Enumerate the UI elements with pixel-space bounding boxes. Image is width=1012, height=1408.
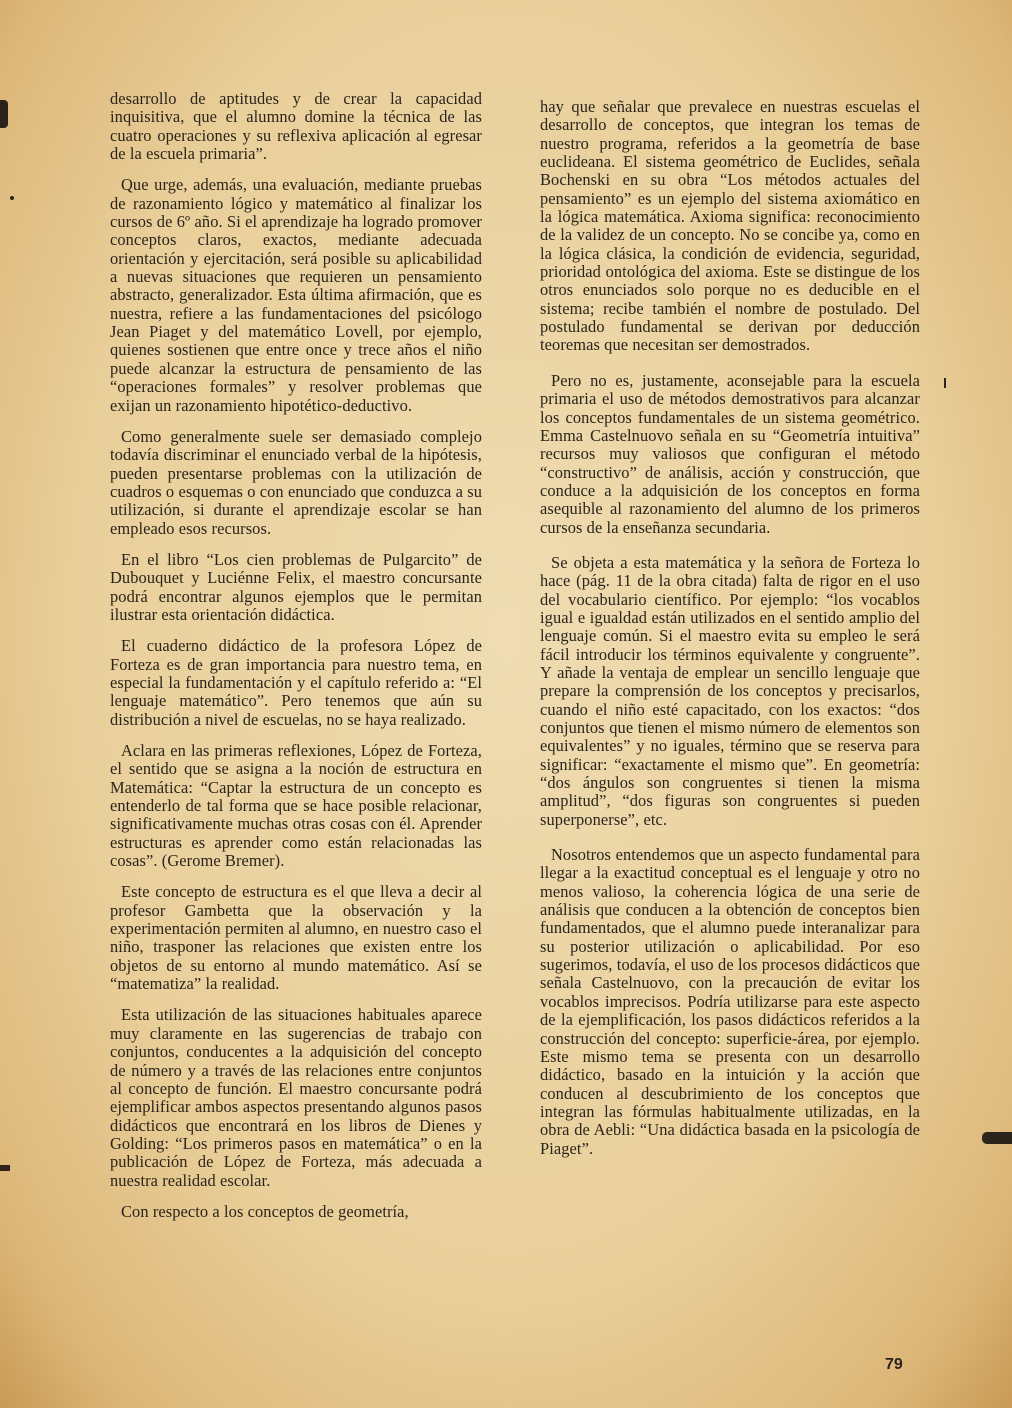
ink-mark xyxy=(0,1165,10,1171)
left-column xyxy=(110,90,482,1234)
paragraph: Este concepto de estructura es el que lleva a decir al profesor Gambetta que la observación y la experimentación permiten al alumno, en nuestro caso el niño, trasponer las relaciones que existen entre los objetos de su entorno al mundo matemático. Así se “matematiza” la realidad. xyxy=(110,882,482,994)
paragraph: En el libro “Los cien problemas de Pulgarcito” de Dubouquet y Luciénne Felix, el maestro concursante podrá encontrar algunos ejemplos que le permitan ilustrar esta orientación didáctica. xyxy=(110,549,482,624)
paragraph: Esta utilización de las situaciones habituales aparece muy claramente en las sugerencias de trabajo con conjuntos, conducentes a la adquisición del concepto de número y a través de las relaciones entre conjuntos al concepto de función. El maestro concursante podrá ejemplificar ambos aspectos presentando algunos pasos didácticos que encontrará en los libros de Dienes y Golding: “Los primeros pasos en matemática” o en la publicación de López de Forteza, más adecuada a nuestra realidad escolar. xyxy=(110,1005,482,1190)
right-column xyxy=(540,98,920,1175)
paragraph: Como generalmente suele ser demasiado complejo todavía discriminar el enunciado verbal de la hipótesis, pueden presentarse problemas con la utilización de cuadros o esquemas o con enunciado que conduzca a su utilización, si durante el aprendizaje escolar se han empleado esos recursos. xyxy=(110,426,482,538)
paragraph: desarrollo de aptitudes y de crear la capacidad inquisitiva, que el alumno domine la técnica de las cuatro operaciones y su reflexiva aplicación al egresar de la escuela primaria”. xyxy=(110,89,482,164)
ink-mark xyxy=(0,100,8,128)
paragraph: Pero no es, justamente, aconsejable para la escuela primaria el uso de métodos demostrativos para alcanzar los conceptos fundamentales de un sistema geométrico. Emma Castelnuovo señala en su “Geometría intuitiva” recursos muy valiosos que configuran el método “constructivo” de análisis, acción y construcción, que conduce a la adquisición de los conceptos en forma asequible al razonamiento del alumno de los primeros cursos de la enseñanza secundaria. xyxy=(540,370,920,537)
paragraph: El cuaderno didáctico de la profesora López de Forteza es de gran importancia para nuestro tema, en especial la fundamentación y el capítulo referido a: “El lenguaje matemático”. Pero tenemos que aún su distribución a nivel de escuelas, no se haya realizado. xyxy=(110,636,482,729)
page-number: 79 xyxy=(885,1356,903,1373)
paragraph: Con respecto a los conceptos de geometría, xyxy=(121,1201,409,1221)
paragraph: Se objeta a esta matemática y la señora de Forteza lo hace (pág. 11 de la obra citada) falta de rigor en el uso del vocabulario científico. Por ejemplo: “los vocablos igual e igualdad están utilizados en el sentido amplio del lenguaje común. Si el maestro evita su empleo le será fácil introducir los términos equivalente y congruente”. Y añade la ventaja de emplear un sencillo lenguaje que prepare la comprensión de los conceptos y precisarlos, cuando el niño esté capacitado, con los exactos: “dos conjuntos que tienen el mismo número de elementos son equivalentes” y no iguales, término que se reserva para significar: “exactamente el mismo que”. En geometría: “dos ángulos son congruentes si tienen la misma amplitud”, “dos figuras son congruentes si pueden superponerse”, etc. xyxy=(540,552,920,829)
ink-mark xyxy=(10,196,14,200)
ink-mark xyxy=(944,378,946,388)
paragraph: hay que señalar que prevalece en nuestras escuelas el desarrollo de conceptos, que integran los temas de nuestro programa, referidos a la geometría de base euclideana. El sistema geométrico de Euclides, señala Bochenski en su obra “Los métodos actuales del pensamiento” es un ejemplo del sistema axiomático en la lógica matemática. Axioma significa: reconocimiento de la validez de un concepto. No se concibe ya, como en la lógica clásica, la condición de evidencia, seguridad, prioridad ontológica del axioma. Este se distingue de los otros enunciados solo porque no es deducible en el sistema; recibe también el nombre de postulado. Del postulado fundamental se derivan por deducción teoremas que necesitan ser demostrados. xyxy=(540,97,920,355)
paragraph: Que urge, además, una evaluación, mediante pruebas de razonamiento lógico y matemático al finalizar los cursos de 6º año. Si el aprendizaje ha logrado promover conceptos claros, exactos, mediante adecuada orientación y ejercitación, será posible su aplicabilidad a nuevas situaciones que requieren un pensamiento abstracto, generalizador. Esta última afirmación, que es nuestra, refiere a las fundamentaciones del psicólogo Jean Piaget y del matemático Lovell, por ejemplo, quienes sostienen que entre once y trece años el niño puede alcanzar la estructura de pensamiento de las “operaciones formales” y resolver problemas que exijan un razonamiento hipotético-deductivo. xyxy=(110,175,482,415)
paragraph: Nosotros entendemos que un aspecto fundamental para llegar a la exactitud conceptual es el lenguaje y otro no menos valioso, la coherencia lógica de una serie de análisis que conducen a la obtención de conceptos bien fundamentados, que el alumno puede interanalizar para su posterior utilización o aplicabilidad. Por eso sugerimos, todavía, el uso de los procesos didácticos que señala Castelnuovo, con la precaución de evitar los vocablos imprecisos. Podría utilizarse para este aspecto de la ejemplificación, los pasos didácticos referidos a la construcción del concepto: superficie-área, por ejemplo. Este mismo tema se presenta con un desarrollo didáctico, basado en la intuición y la acción que conducen al descubrimiento de los conceptos que integran las fórmulas habitualmente utilizadas, en la obra de Aebli: “Una didáctica basada en la psicología de Piaget”. xyxy=(540,845,920,1158)
ink-mark xyxy=(982,1132,1012,1144)
paragraph: Aclara en las primeras reflexiones, López de Forteza, el sentido que se asigna a la noción de estructura en Matemática: “Captar la estructura de un concepto es entenderlo de tal forma que se hace posible relacionar, significativamente muchas otras cosas con él. Aprender estructuras es aprender como están relacionadas las cosas”. (Gerome Bremer). xyxy=(110,741,482,871)
